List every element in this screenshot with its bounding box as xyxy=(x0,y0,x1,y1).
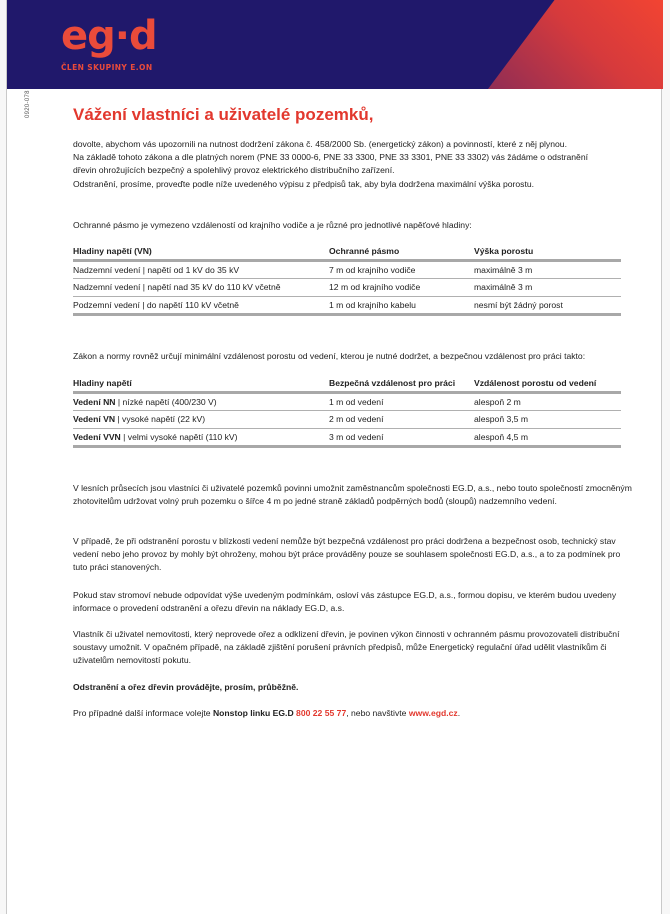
table-cell: Nadzemní vedení | napětí nad 35 kV do 110 kV včetně xyxy=(73,278,329,296)
table-cell: Nadzemní vedení | napětí od 1 kV do 35 kV xyxy=(73,260,329,278)
table-cell: Podzemní vedení | do napětí 110 kV včetně xyxy=(73,296,329,314)
table-cell xyxy=(73,410,329,428)
table-cell: 2 m od vedení xyxy=(329,410,474,428)
gradient-wedge xyxy=(488,0,663,89)
intro-line: dovolte, abychom vás upozornili na nutnost dodržení zákona č. 458/2000 Sb. (energetický zákon) a povinností, které z něj plynou. xyxy=(73,139,567,149)
voltage-desc: | vysoké napětí (22 kV) xyxy=(115,414,206,424)
contact-prefix: Pro případné další informace volejte xyxy=(73,708,213,718)
forest-corridor-paragraph: V lesních průsecích jsou vlastníci či uživatelé pozemků povinni umožnit zaměstnancům společnosti EG.D, a.s., nebo touto společností zmocněným zhotovitelům udržovat volný pruh pozemku o šířce 4 m po jedné straně základů podpěrných bodů (sloupů) nadzemního vedení. xyxy=(73,483,632,507)
table-cell: 3 m od vedení xyxy=(329,428,474,446)
table-cell: maximálně 3 m xyxy=(474,278,621,296)
intro-line: Odstranění, prosíme, proveďte podle níže uvedeného výpisu z předpisů tak, aby byla dodržena maximální výška porostu. xyxy=(73,178,535,189)
column-header: Bezpečná vzdálenost pro práci xyxy=(329,375,474,392)
reminder-paragraph: Odstranění a ořez dřevin provádějte, prosím, průběžně. xyxy=(73,682,299,692)
table-row xyxy=(73,296,621,314)
phone-link[interactable]: 800 22 55 77 xyxy=(296,708,347,718)
table-row xyxy=(73,392,621,410)
table2-intro: Zákon a normy rovněž určují minimální vzdálenost porostu od vedení, kterou je nutné dodržet, a bezpečnou vzdálenost pro práci takto: xyxy=(73,351,586,361)
egd-logo: eg·d xyxy=(61,13,157,59)
table-row xyxy=(73,278,621,296)
table-cell: nesmí být žádný porost xyxy=(474,296,621,314)
column-header: Výška porostu xyxy=(474,243,621,260)
table-cell: alespoň 3,5 m xyxy=(474,410,621,428)
table-cell: maximálně 3 m xyxy=(474,260,621,278)
table-header-row xyxy=(73,243,621,260)
column-header: Hladiny napětí xyxy=(73,375,329,392)
table-row xyxy=(73,410,621,428)
table-row xyxy=(73,260,621,278)
safe-distance-table xyxy=(73,375,621,448)
notice-paragraph: Pokud stav stromoví nebude odpovídat výše uvedeným podmínkám, osloví vás zástupce EG.D, a.s., formou dopisu, ve kterém budou uvedeny informace o provedení odstranění a ořezu dřevin na náklady EG.D, a.s. xyxy=(73,590,617,614)
protection-zone-table xyxy=(73,243,621,316)
line-type: Vedení VVN xyxy=(73,431,121,442)
logo-subtitle: ČLEN SKUPINY E.ON xyxy=(61,63,153,72)
header-banner xyxy=(7,0,663,89)
table-header-row xyxy=(73,375,621,392)
table-cell: 7 m od krajního vodiče xyxy=(329,260,474,278)
intro-line: Na základě tohoto zákona a dle platných norem (PNE 33 0000-6, PNE 33 3300, PNE 33 3301, PNE 33 3302) vás žádáme o odstranění xyxy=(73,152,588,163)
table-cell: 1 m od vedení xyxy=(329,392,474,410)
intro-line: dřevin ohrožujících bezpečný a spolehlivý provoz elektrického distribučního zařízení. xyxy=(73,165,395,176)
website-link[interactable]: www.egd.cz xyxy=(408,708,458,718)
penalty-paragraph: Vlastník či uživatel nemovitosti, který neprovede ořez a odklizení dřevin, je povinen výkon činnosti v ochranném pásmu provozovateli distribuční soustavy umožnit. V opačném případě, na základě zjištění porušení právních předpisů, může Energetický regulační úřad udělit vlastníkům či uživatelům nemovitostí pokutu. xyxy=(73,629,620,666)
column-header: Vzdálenost porostu od vedení xyxy=(474,375,621,392)
table-cell: alespoň 2 m xyxy=(474,392,621,410)
contact-paragraph xyxy=(73,707,633,720)
contact-suffix: . xyxy=(457,708,461,718)
table-cell xyxy=(73,428,329,446)
voltage-desc: | velmi vysoké napětí (110 kV) xyxy=(120,431,238,442)
line-type: Vedení NN xyxy=(73,396,116,407)
document-code: 0920-078 xyxy=(25,90,31,118)
column-header: Ochranné pásmo xyxy=(329,243,474,260)
voltage-desc: | nízké napětí (400/230 V) xyxy=(115,396,217,407)
intro-paragraph xyxy=(73,138,633,191)
document-page xyxy=(6,0,662,914)
table-cell: 12 m od krajního vodiče xyxy=(329,278,474,296)
line-type: Vedení VN xyxy=(73,414,116,424)
table1-intro: Ochranné pásmo je vymezeno vzdáleností od krajního vodiče a je různé pro jednotlivé napěťové hladiny: xyxy=(73,220,472,230)
safety-paragraph: V případě, že při odstranění porostu v blízkosti vedení nemůže být bezpečná vzdálenost pro práci dodržena a bezpečnost osob, technický stav vedení nebo jeho provoz by mohly být ohroženy, mohou být práce prováděny pouze se souhlasem společnosti EG.D, a.s., a to za podmínek pro tuto práci stanovených. xyxy=(73,536,621,573)
contact-middle: , nebo navštivte xyxy=(346,708,409,718)
table-cell: 1 m od krajního kabelu xyxy=(329,296,474,314)
page-title: Vážení vlastníci a uživatelé pozemků, xyxy=(73,105,374,124)
table-row xyxy=(73,428,621,446)
column-header: Hladiny napětí (VN) xyxy=(73,243,329,260)
table-cell xyxy=(73,392,329,410)
table-cell: alespoň 4,5 m xyxy=(474,428,621,446)
hotline-label: Nonstop linku EG.D xyxy=(212,708,297,718)
